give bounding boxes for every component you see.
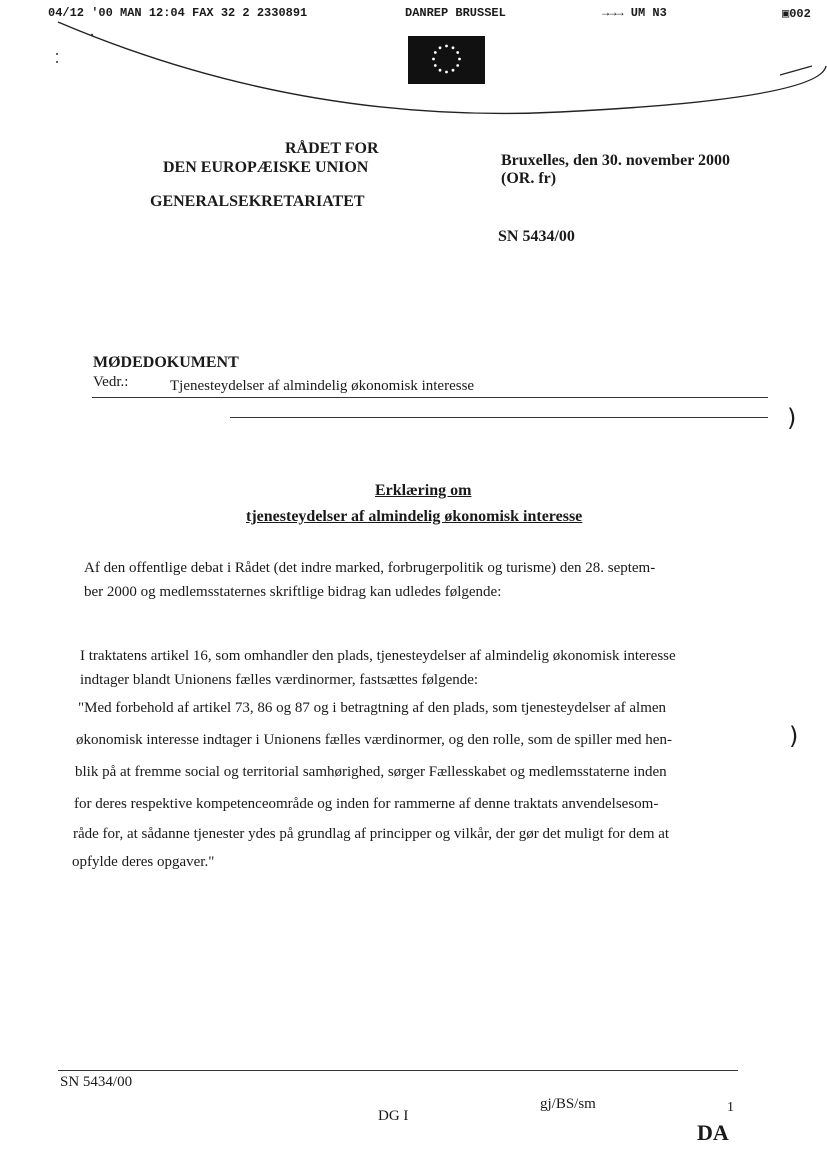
subject-label: Vedr.:	[93, 374, 129, 390]
document-type: MØDEDOKUMENT	[93, 354, 239, 371]
declaration-title-line2: tjenesteydelser af almindelig økonomisk interesse	[246, 508, 583, 525]
fax-header-recipient: →→→ UM N3	[602, 6, 667, 20]
declaration-title-line1: Erklæring om	[375, 482, 472, 499]
punch-hole-mark: )	[789, 722, 799, 750]
body-line: for deres respektive kompetenceområde og inden for rammerne af denne traktats anvendelsesom-	[74, 796, 659, 812]
body-line: råde for, at sådanne tjenester ydes på grundlag af principper og vilkår, der gør det muligt for dem at	[73, 826, 670, 842]
subject-rule-bottom	[230, 417, 768, 418]
general-secretariat: GENERALSEKRETARIATET	[150, 193, 365, 210]
original-language: (OR. fr)	[501, 170, 557, 187]
document-reference: SN 5434/00	[498, 228, 575, 245]
body-line: indtager blandt Unionens fælles værdinormer, fastsættes følgende:	[80, 672, 479, 688]
body-line: Af den offentlige debat i Rådet (det indre marked, forbrugerpolitik og turisme) den 28. septem-	[84, 560, 656, 576]
punch-hole-mark: )	[787, 404, 797, 432]
body-line: opfylde deres opgaver."	[72, 854, 215, 870]
fax-header-sender: DANREP BRUSSEL	[405, 6, 506, 20]
subject-text: Tjenesteydelser af almindelig økonomisk interesse	[170, 378, 475, 394]
fax-header-page: ▣002	[782, 7, 811, 21]
footer-initials: gj/BS/sm	[540, 1096, 596, 1112]
body-line: økonomisk interesse indtager i Unionens fælles værdinormer, og den rolle, som de spiller med hen-	[76, 732, 672, 748]
fax-header-left: 04/12 '00 MAN 12:04 FAX 32 2 2330891	[48, 6, 308, 20]
eu-flag-logo	[408, 36, 485, 84]
footer-page-number: 1	[727, 1100, 734, 1115]
footer-document-reference: SN 5434/00	[60, 1074, 133, 1090]
body-line: "Med forbehold af artikel 73, 86 og 87 og i betragtning af den plads, som tjenesteydelser af almen	[78, 700, 667, 716]
body-line: blik på at fremme social og territorial samhørighed, sørger Fællesskabet og medlemsstaterne inden	[75, 764, 667, 780]
footer-rule	[58, 1070, 738, 1071]
council-name-line2: DEN EUROPÆISKE UNION	[163, 159, 369, 176]
body-line: ber 2000 og medlemsstaternes skriftlige bidrag kan udledes følgende:	[84, 584, 502, 600]
subject-rule-top	[92, 397, 768, 398]
eu-flag-stars-icon	[408, 36, 485, 84]
footer-directorate: DG I	[378, 1108, 409, 1124]
place-and-date: Bruxelles, den 30. november 2000	[501, 152, 731, 169]
council-name-line1: RÅDET FOR	[285, 140, 379, 157]
fax-page-icon: ▣	[782, 7, 790, 21]
footer-language-code: DA	[697, 1120, 729, 1145]
body-line: I traktatens artikel 16, som omhandler den plads, tjenesteydelser af almindelig økonomisk interesse	[80, 648, 676, 664]
